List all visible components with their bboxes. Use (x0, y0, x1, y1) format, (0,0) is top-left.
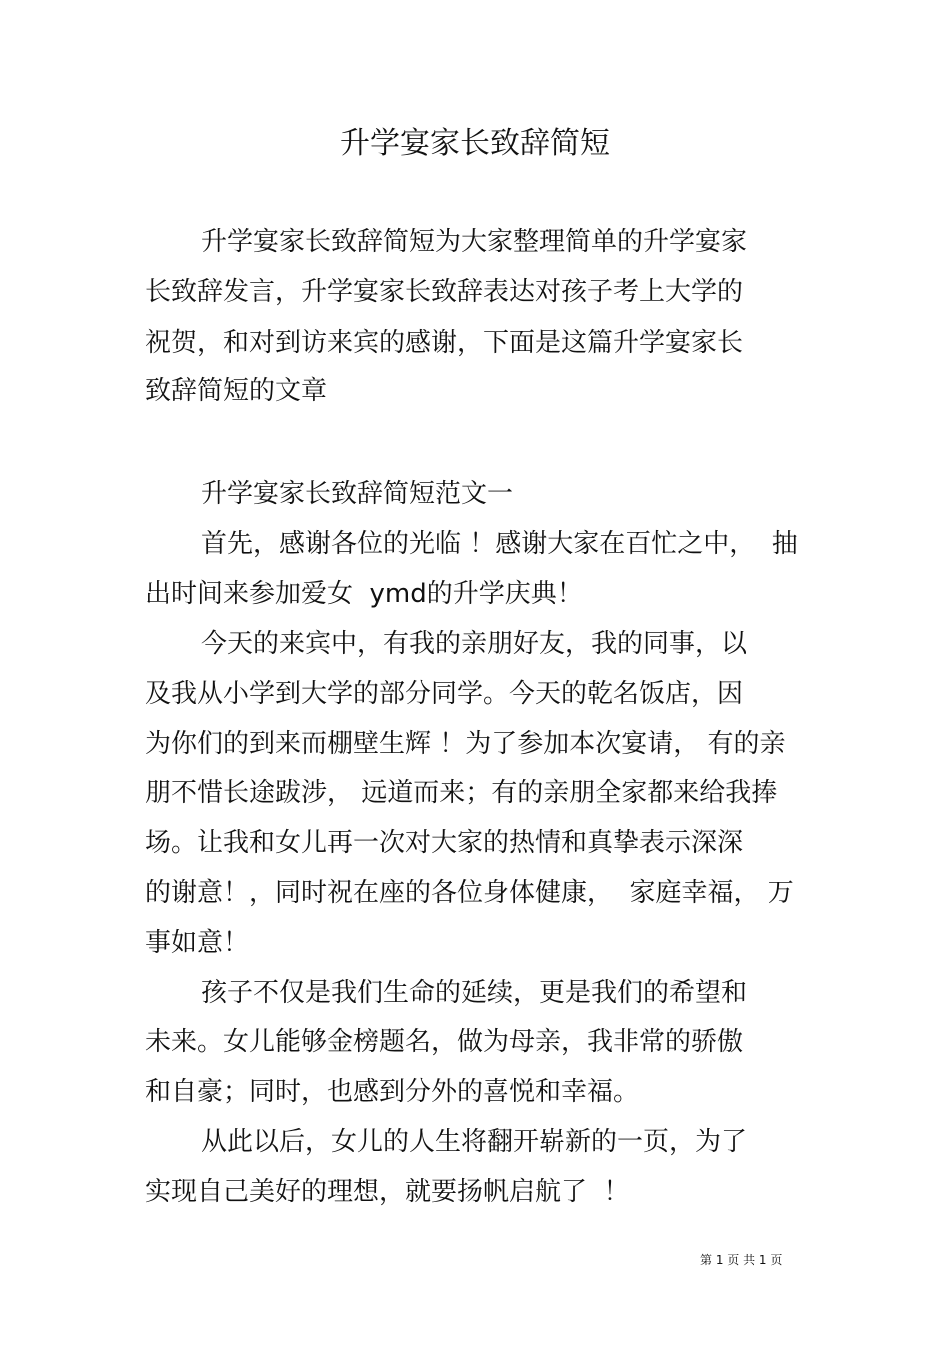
paragraph-line: 和自豪；同时，也感到分外的喜悦和幸福。 (145, 1077, 640, 1107)
paragraph-line: 场。让我和女儿再一次对大家的热情和真挚表示深深 (145, 828, 744, 858)
paragraph-line: 出时间来参加爱女 ymd的升学庆典！ (145, 579, 583, 609)
intro-line: 长致辞发言，升学宴家长致辞表达对孩子考上大学的 (145, 277, 744, 307)
page-number-footer: 第 1 页 共 1 页 (700, 1253, 783, 1267)
document-title: 升学宴家长致辞简短 (340, 126, 610, 161)
paragraph-line: 及我从小学到大学的部分同学。今天的乾名饭店，因 (145, 679, 744, 709)
intro-line: 升学宴家长致辞简短为大家整理简单的升学宴家 (201, 227, 748, 257)
paragraph-line: 的谢意！，同时祝在座的各位身体健康， 家庭幸福， 万 (145, 878, 794, 908)
paragraph-line: 今天的来宾中，有我的亲朋好友，我的同事，以 (201, 629, 748, 659)
paragraph-line: 未来。女儿能够金榜题名，做为母亲，我非常的骄傲 (145, 1027, 744, 1057)
paragraph-line: 朋不惜长途跋涉， 远道而来；有的亲朋全家都来给我捧 (145, 778, 778, 808)
intro-line: 致辞简短的文章 (145, 376, 328, 406)
paragraph-line: 为你们的到来而棚壁生辉 ！为了参加本次宴请， 有的亲 (145, 729, 786, 759)
paragraph-line: 孩子不仅是我们生命的延续，更是我们的希望和 (201, 978, 748, 1008)
paragraph-line: 从此以后，女儿的人生将翻开崭新的一页，为了 (201, 1127, 748, 1157)
section-heading: 升学宴家长致辞简短范文一 (201, 479, 514, 509)
paragraph-line: 实现自己美好的理想，就要扬帆启航了 ！ (145, 1177, 630, 1207)
intro-line: 祝贺，和对到访来宾的感谢，下面是这篇升学宴家长 (145, 328, 744, 358)
paragraph-line: 首先，感谢各位的光临 ！感谢大家在百忙之中， 抽 (201, 529, 798, 559)
paragraph-line: 事如意！ (145, 928, 250, 958)
